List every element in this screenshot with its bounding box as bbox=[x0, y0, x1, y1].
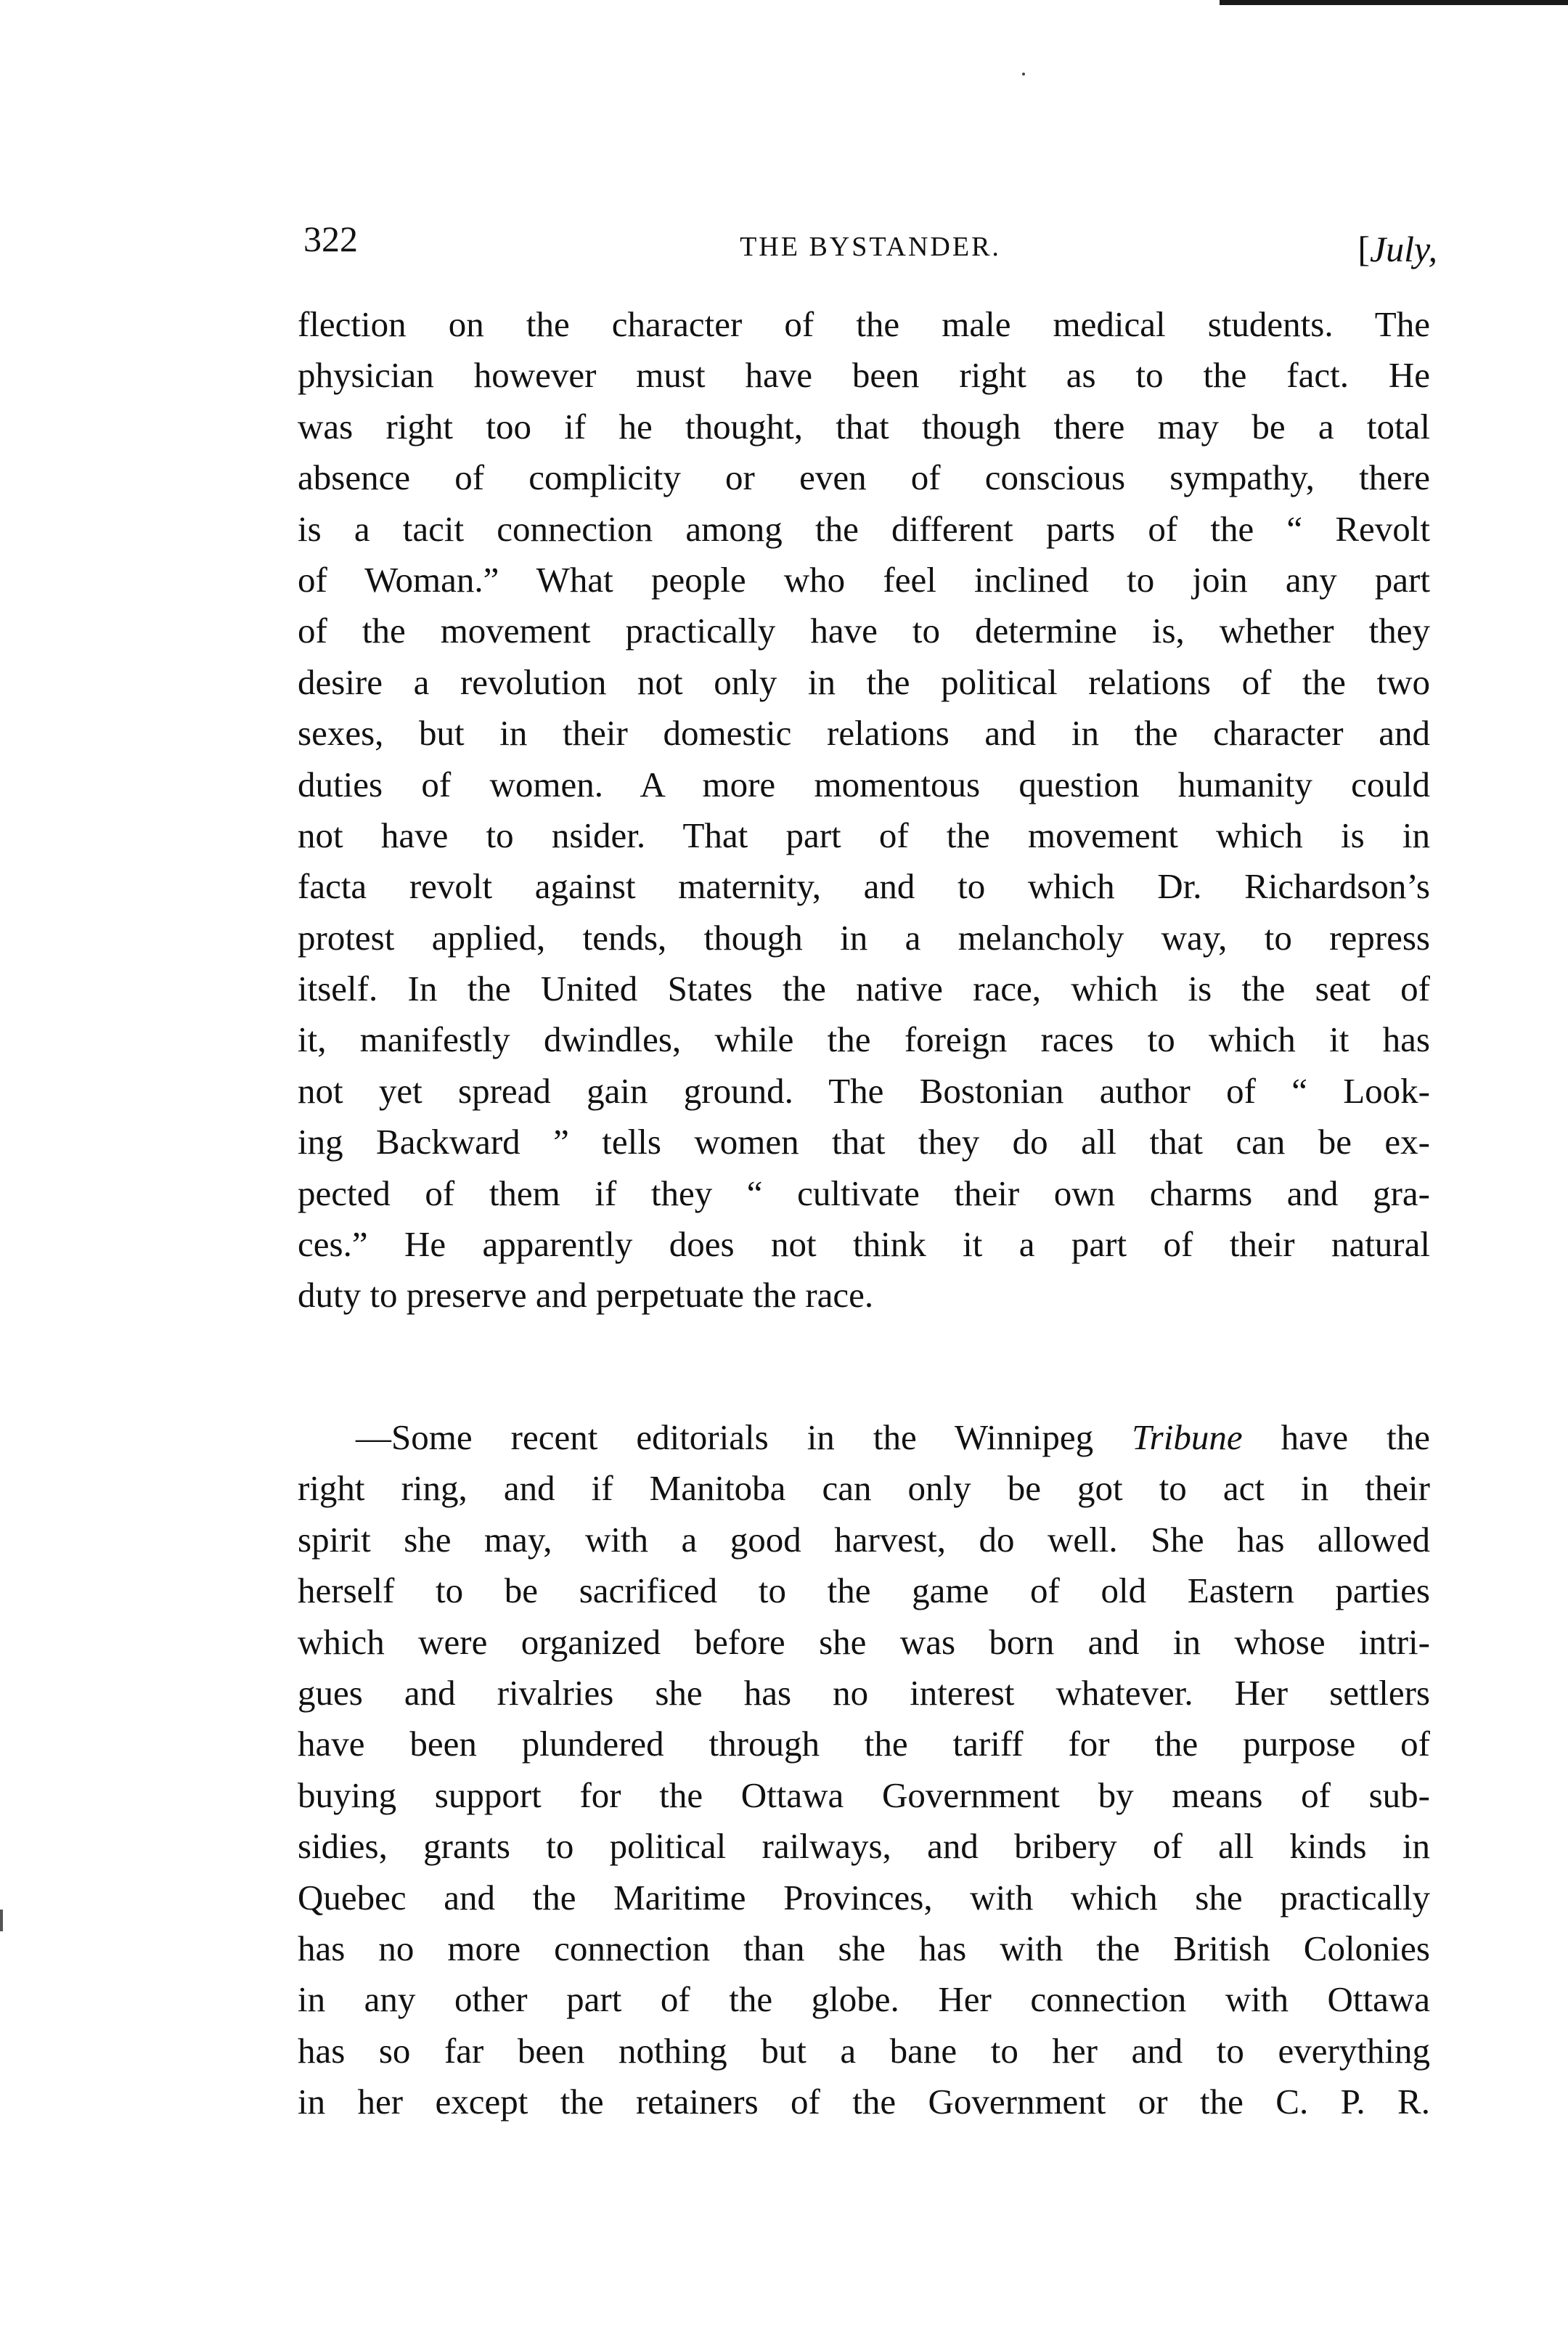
text-line: sidies, grants to political railways, and bribery of all kinds in bbox=[298, 1826, 1430, 1867]
scan-margin-mark bbox=[0, 1910, 3, 1931]
running-title: THE BYSTANDER. bbox=[740, 232, 1001, 262]
text-line: duties of women. A more momentous question humanity could bbox=[298, 764, 1430, 804]
page-header bbox=[303, 218, 1437, 283]
text-line: ces.” He apparently does not think it a part of their natural bbox=[298, 1224, 1430, 1265]
text-line: protest applied, tends, though in a melancholy way, to repress bbox=[298, 917, 1430, 958]
issue-month bbox=[1357, 228, 1437, 270]
text-line: which were organized before she was born and in whose intri- bbox=[298, 1621, 1430, 1662]
text-line: itself. In the United States the native race, which is the seat of bbox=[298, 969, 1430, 1009]
text-line: flection on the character of the male medical students. The bbox=[298, 304, 1430, 344]
text-line: has no more connection than she has with the British Colonies bbox=[298, 1928, 1430, 1968]
text-line: herself to be sacrificed to the game of old Eastern parties bbox=[298, 1570, 1430, 1611]
scan-top-edge-rule bbox=[1220, 0, 1568, 5]
text-line: physician however must have been right as to the fact. He bbox=[298, 355, 1430, 396]
text-line: Quebec and the Maritime Provinces, with which she practically bbox=[298, 1877, 1430, 1918]
text-line: sexes, but in their domestic relations and in the character and bbox=[298, 713, 1430, 754]
text-line: has so far been nothing but a bane to her and to everything bbox=[298, 2030, 1430, 2071]
text-line: spirit she may, with a good harvest, do well. She has allowed bbox=[298, 1519, 1430, 1560]
month-text: July, bbox=[1369, 229, 1437, 269]
text-line: buying support for the Ottawa Government by means of sub- bbox=[298, 1774, 1430, 1815]
text-line: of the movement practically have to determine is, whether they bbox=[298, 611, 1430, 651]
month-bracket: [ bbox=[1357, 229, 1370, 269]
paragraph-manitoba-editorial bbox=[298, 1412, 1430, 2127]
scan-dust-speck bbox=[1022, 73, 1025, 76]
text-line: absence of complicity or even of conscious sympathy, there bbox=[298, 457, 1430, 498]
text-line: not yet spread gain ground. The Bostonian author of “ Look- bbox=[298, 1070, 1430, 1111]
text-line: facta revolt against maternity, and to which Dr. Richardson’s bbox=[298, 866, 1430, 907]
newspaper-title: Tribune bbox=[1132, 1417, 1243, 1457]
text-run: —Some recent editorials in the Winnipeg bbox=[356, 1417, 1132, 1457]
paragraph-reflection-on-revolt-of-woman bbox=[298, 299, 1430, 1321]
text-line: of Woman.” What people who feel inclined to join any part bbox=[298, 559, 1430, 600]
text-run: have the bbox=[1242, 1417, 1431, 1457]
text-line: ing Backward ” tells women that they do all that can be ex- bbox=[298, 1122, 1430, 1162]
text-line: pected of them if they “ cultivate their own charms and gra- bbox=[298, 1173, 1430, 1213]
page-number: 322 bbox=[303, 219, 358, 259]
text-line: is a tacit connection among the different parts of the “ Revolt bbox=[298, 508, 1430, 549]
text-line: right ring, and if Manitoba can only be got to act in their bbox=[298, 1468, 1430, 1509]
text-line: it, manifestly dwindles, while the foreign races to which it has bbox=[298, 1019, 1430, 1060]
text-line: desire a revolution not only in the political relations of the two bbox=[298, 661, 1430, 702]
text-line: was right too if he thought, that though there may be a total bbox=[298, 406, 1430, 447]
text-line: not have to nsider. That part of the movement which is in bbox=[298, 815, 1430, 855]
text-line: in any other part of the globe. Her connection with Ottawa bbox=[298, 1979, 1430, 2020]
text-line: in her except the retainers of the Government or the C. P. R. bbox=[298, 2082, 1430, 2122]
text-line: duty to preserve and perpetuate the race. bbox=[298, 1275, 874, 1316]
text-line-first bbox=[298, 1412, 1430, 1463]
text-line: have been plundered through the tariff for the purpose of bbox=[298, 1724, 1430, 1764]
text-line: gues and rivalries she has no interest whatever. Her settlers bbox=[298, 1672, 1430, 1713]
